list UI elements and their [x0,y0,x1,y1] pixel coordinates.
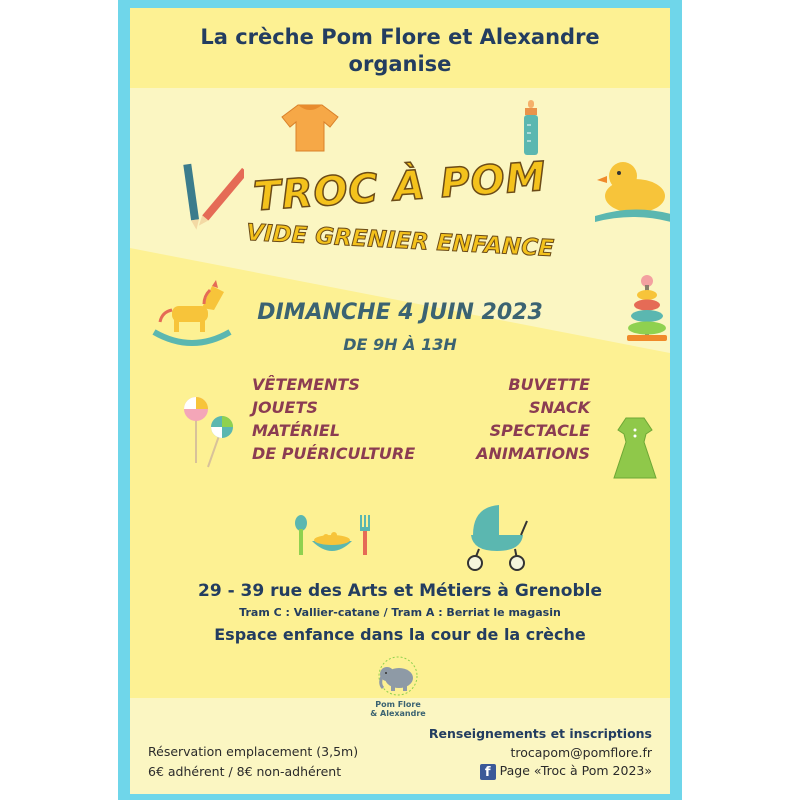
dress-icon [612,416,658,482]
contact-email[interactable]: trocapom@pomflore.fr [510,745,652,760]
list-item: BUVETTE [508,375,590,394]
event-space: Espace enfance dans la cour de la crèche [214,625,586,644]
baby-food-icon [292,513,372,559]
tshirt-icon [280,103,340,153]
facebook-page-label: Page «Troc à Pom 2023» [499,763,652,778]
items-for-sale-list [252,373,415,465]
list-item: VÊTEMENTS [252,375,360,394]
event-date: DIMANCHE 4 JUIN 2023 [257,300,543,325]
list-item: JOUETS [252,398,318,417]
elephant-icon [373,656,423,696]
poster-canvas [130,8,670,794]
event-subtitle: VIDE GRENIER ENFANCE [245,219,555,263]
event-hours: DE 9H À 13H [343,335,457,354]
facebook-icon: f [480,764,496,780]
list-item: SPECTACLE [489,421,590,440]
event-address: 29 - 39 rue des Arts et Métiers à Grenoble [198,581,602,601]
list-item: ANIMATIONS [476,444,590,463]
lollipops-icon [180,393,240,473]
event-title: TROC À POM [252,153,548,221]
list-item: SNACK [529,398,590,417]
reservation-prices: 6€ adhérent / 8€ non-adhérent [148,764,342,779]
info-title: Renseignements et inscriptions [428,726,652,741]
poster-border [118,0,682,800]
logo-text-line1: Pom Flore [375,700,421,709]
list-item: DE PUÉRICULTURE [252,444,416,463]
organizer-name: La crèche Pom Flore et Alexandre [200,25,600,49]
organizer-header [130,24,670,78]
logo-text-line2: & Alexandre [370,709,426,718]
stroller-icon [465,501,529,573]
creche-logo [358,656,438,718]
tram-directions: Tram C : Vallier-catane / Tram A : Berriat le magasin [239,606,561,619]
reservation-info: Réservation emplacement (3,5m) [148,744,359,759]
facebook-link[interactable] [480,763,652,780]
baby-bottle-icon [521,100,541,158]
list-item: MATÉRIEL [252,421,341,440]
organizer-verb: organise [348,52,452,76]
activities-list [440,373,590,465]
